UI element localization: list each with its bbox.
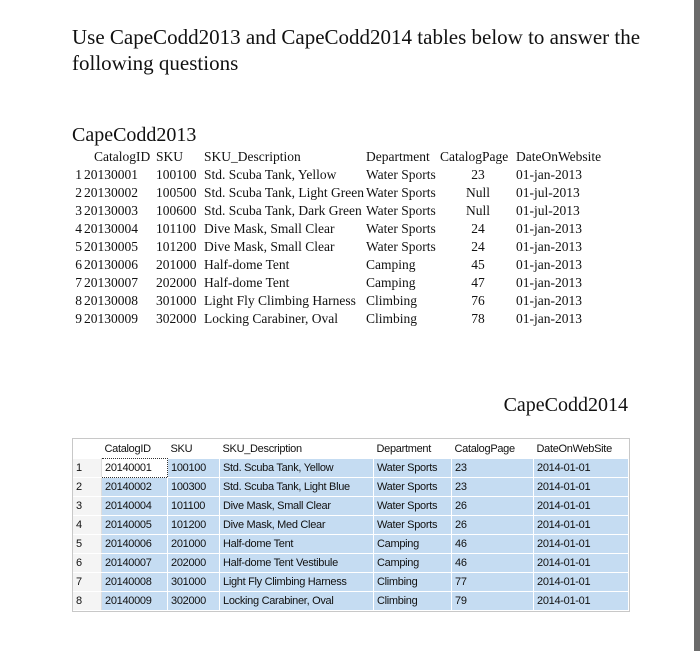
table-row[interactable] xyxy=(73,459,629,478)
header-catalog-id: CatalogID xyxy=(94,149,151,164)
sku-description-cell: Half-dome Tent xyxy=(204,275,290,290)
department-cell: Camping xyxy=(366,275,416,290)
row-number: 8 xyxy=(73,592,102,611)
catalog-id-cell: 20130002 xyxy=(84,185,138,200)
catalog-id-cell[interactable]: 20140002 xyxy=(102,478,168,497)
table-2014-title: CapeCodd2014 xyxy=(503,394,628,416)
date-on-website-cell: 01-jan-2013 xyxy=(516,293,582,308)
department-cell: Climbing xyxy=(366,311,418,326)
table-row[interactable] xyxy=(73,592,629,611)
sku-cell: 100600 xyxy=(156,203,197,218)
table-row xyxy=(72,256,602,274)
sku-description-cell: Locking Carabiner, Oval xyxy=(204,311,339,326)
catalog-id-cell: 20130005 xyxy=(84,239,138,254)
date-on-website-cell[interactable]: 2014-01-01 xyxy=(534,497,629,516)
sku-description-cell: Light Fly Climbing Harness xyxy=(204,293,356,308)
header-date-on-website: DateOnWebsite xyxy=(516,149,602,164)
department-cell: Water Sports xyxy=(366,167,436,182)
department-cell[interactable]: Climbing xyxy=(374,592,452,611)
row-index: 8 xyxy=(75,293,82,308)
row-index: 4 xyxy=(75,221,82,236)
department-cell: Climbing xyxy=(366,293,418,308)
intro-text: Use CapeCodd2013 and CapeCodd2014 tables below to answer the following questions xyxy=(72,25,641,75)
department-cell[interactable]: Water Sports xyxy=(374,478,452,497)
catalog-page-cell[interactable]: 23 xyxy=(452,459,534,478)
table-row xyxy=(72,274,602,292)
table-2014 xyxy=(73,439,629,611)
catalog-id-cell: 20130001 xyxy=(84,167,138,182)
catalog-id-cell[interactable]: 20140004 xyxy=(102,497,168,516)
department-cell: Water Sports xyxy=(366,203,436,218)
catalog-page-cell: Null xyxy=(465,185,490,200)
date-on-website-cell: 01-jan-2013 xyxy=(516,221,582,236)
row-index: 1 xyxy=(75,167,82,182)
catalog-page-cell: 23 xyxy=(471,167,485,182)
department-cell[interactable]: Water Sports xyxy=(374,516,452,535)
table-row[interactable] xyxy=(73,478,629,497)
sku-description-cell[interactable]: Locking Carabiner, Oval xyxy=(220,592,374,611)
catalog-id-cell: 20130003 xyxy=(84,203,138,218)
catalog-page-cell[interactable]: 79 xyxy=(452,592,534,611)
date-on-website-cell[interactable]: 2014-01-01 xyxy=(534,592,629,611)
catalog-id-cell: 20130008 xyxy=(84,293,138,308)
sku-cell: 302000 xyxy=(156,311,197,326)
row-number: 7 xyxy=(73,573,102,592)
sku-cell[interactable]: 101200 xyxy=(168,516,220,535)
catalog-page-cell[interactable]: 26 xyxy=(452,497,534,516)
catalog-page-cell: 47 xyxy=(471,275,485,290)
table-row xyxy=(72,292,602,310)
catalog-page-cell[interactable]: 46 xyxy=(452,554,534,573)
sku-cell: 100500 xyxy=(156,185,197,200)
date-on-website-cell[interactable]: 2014-01-01 xyxy=(534,573,629,592)
header-sku: SKU xyxy=(156,149,184,164)
catalog-page-cell: 45 xyxy=(471,257,485,272)
row-number: 1 xyxy=(73,459,102,478)
row-index: 6 xyxy=(75,257,82,272)
sku-cell[interactable]: 202000 xyxy=(168,554,220,573)
header-date-on-website[interactable]: DateOnWebSite xyxy=(534,439,629,459)
catalog-id-cell[interactable]: 20140001 xyxy=(102,459,168,478)
header-catalog-page[interactable]: CatalogPage xyxy=(452,439,534,459)
right-edge-bar xyxy=(694,0,700,651)
table-row[interactable] xyxy=(73,535,629,554)
date-on-website-cell: 01-jan-2013 xyxy=(516,167,582,182)
sku-cell: 101100 xyxy=(156,221,196,236)
sku-description-cell[interactable]: Dive Mask, Med Clear xyxy=(220,516,374,535)
sku-cell[interactable]: 302000 xyxy=(168,592,220,611)
table-row xyxy=(72,310,602,328)
catalog-id-cell[interactable]: 20140006 xyxy=(102,535,168,554)
date-on-website-cell: 01-jan-2013 xyxy=(516,311,582,326)
row-index: 7 xyxy=(75,275,82,290)
sku-cell[interactable]: 100100 xyxy=(168,459,220,478)
catalog-id-cell: 20130004 xyxy=(84,221,138,236)
catalog-id-cell: 20130007 xyxy=(84,275,138,290)
catalog-id-cell[interactable]: 20140008 xyxy=(102,573,168,592)
table-row xyxy=(72,202,602,220)
sku-description-cell: Dive Mask, Small Clear xyxy=(204,221,335,236)
header-sku[interactable]: SKU xyxy=(168,439,220,459)
department-cell: Camping xyxy=(366,257,416,272)
sku-cell: 100100 xyxy=(156,167,197,182)
row-number: 6 xyxy=(73,554,102,573)
catalog-page-cell: 76 xyxy=(471,293,485,308)
row-index: 2 xyxy=(75,185,82,200)
sku-description-cell[interactable]: Dive Mask, Small Clear xyxy=(220,497,374,516)
date-on-website-cell: 01-jul-2013 xyxy=(516,185,580,200)
department-cell[interactable]: Water Sports xyxy=(374,497,452,516)
sku-cell[interactable]: 301000 xyxy=(168,573,220,592)
catalog-page-cell[interactable]: 26 xyxy=(452,516,534,535)
sku-description-cell: Std. Scuba Tank, Light Green xyxy=(204,185,365,200)
row-number: 5 xyxy=(73,535,102,554)
catalog-page-cell[interactable]: 23 xyxy=(452,478,534,497)
catalog-id-cell[interactable]: 20140009 xyxy=(102,592,168,611)
catalog-id-cell[interactable]: 20140005 xyxy=(102,516,168,535)
department-cell[interactable]: Camping xyxy=(374,554,452,573)
sku-cell: 201000 xyxy=(156,257,197,272)
sku-cell[interactable]: 100300 xyxy=(168,478,220,497)
row-number: 3 xyxy=(73,497,102,516)
sku-description-cell[interactable]: Std. Scuba Tank, Yellow xyxy=(220,459,374,478)
department-cell[interactable]: Climbing xyxy=(374,573,452,592)
table-2014-grid[interactable] xyxy=(72,438,630,612)
sku-description-cell[interactable]: Half-dome Tent Vestibule xyxy=(220,554,374,573)
row-index: 3 xyxy=(75,203,82,218)
date-on-website-cell[interactable]: 2014-01-01 xyxy=(534,478,629,497)
catalog-page-cell: 24 xyxy=(471,239,485,254)
sku-description-cell[interactable]: Std. Scuba Tank, Light Blue xyxy=(220,478,374,497)
department-cell: Water Sports xyxy=(366,221,436,236)
sku-cell[interactable]: 101100 xyxy=(168,497,220,516)
catalog-page-cell: 78 xyxy=(471,311,485,326)
table-row[interactable] xyxy=(73,554,629,573)
catalog-page-cell[interactable]: 46 xyxy=(452,535,534,554)
table-row xyxy=(72,220,602,238)
department-cell: Water Sports xyxy=(366,185,436,200)
table-row[interactable] xyxy=(73,516,629,535)
header-department: Department xyxy=(366,149,430,164)
date-on-website-cell: 01-jan-2013 xyxy=(516,257,582,272)
catalog-page-cell: 24 xyxy=(471,221,485,236)
header-sku-description[interactable]: SKU_Description xyxy=(220,439,374,459)
header-row-number-spacer xyxy=(73,439,102,459)
date-on-website-cell[interactable]: 2014-01-01 xyxy=(534,516,629,535)
sku-description-cell[interactable]: Half-dome Tent xyxy=(220,535,374,554)
header-sku-description: SKU_Description xyxy=(204,149,301,164)
department-cell: Water Sports xyxy=(366,239,436,254)
header-department[interactable]: Department xyxy=(374,439,452,459)
sku-description-cell[interactable]: Light Fly Climbing Harness xyxy=(220,573,374,592)
row-index: 9 xyxy=(75,311,82,326)
header-index-spacer xyxy=(72,148,84,166)
catalog-id-cell: 20130009 xyxy=(84,311,138,326)
sku-cell[interactable]: 201000 xyxy=(168,535,220,554)
date-on-website-cell: 01-jan-2013 xyxy=(516,275,582,290)
catalog-id-cell[interactable]: 20140007 xyxy=(102,554,168,573)
sku-description-cell: Std. Scuba Tank, Dark Green xyxy=(204,203,362,218)
catalog-page-cell: Null xyxy=(465,203,490,218)
sku-description-cell: Dive Mask, Small Clear xyxy=(204,239,335,254)
sku-cell: 101200 xyxy=(156,239,197,254)
table-row[interactable] xyxy=(73,573,629,592)
sku-cell: 202000 xyxy=(156,275,197,290)
table-2014-header-row xyxy=(73,439,629,459)
date-on-website-cell[interactable]: 2014-01-01 xyxy=(534,535,629,554)
row-index: 5 xyxy=(75,239,82,254)
row-number: 4 xyxy=(73,516,102,535)
table-row xyxy=(72,166,602,184)
department-cell[interactable]: Camping xyxy=(374,535,452,554)
table-row[interactable] xyxy=(73,497,629,516)
header-catalog-page: CatalogPage xyxy=(440,149,509,164)
catalog-page-cell[interactable]: 77 xyxy=(452,573,534,592)
table-row xyxy=(72,238,602,256)
date-on-website-cell: 01-jul-2013 xyxy=(516,203,580,218)
header-catalog-id[interactable]: CatalogID xyxy=(102,439,168,459)
row-number: 2 xyxy=(73,478,102,497)
department-cell[interactable]: Water Sports xyxy=(374,459,452,478)
date-on-website-cell[interactable]: 2014-01-01 xyxy=(534,554,629,573)
table-row xyxy=(72,184,602,202)
date-on-website-cell[interactable]: 2014-01-01 xyxy=(534,459,629,478)
date-on-website-cell: 01-jan-2013 xyxy=(516,239,582,254)
sku-cell: 301000 xyxy=(156,293,197,308)
table-2013-header-row xyxy=(72,148,602,166)
catalog-id-cell: 20130006 xyxy=(84,257,138,272)
sku-description-cell: Std. Scuba Tank, Yellow xyxy=(204,167,337,182)
table-2013-title: CapeCodd2013 xyxy=(72,124,197,146)
sku-description-cell: Half-dome Tent xyxy=(204,257,290,272)
table-2013 xyxy=(72,148,602,328)
